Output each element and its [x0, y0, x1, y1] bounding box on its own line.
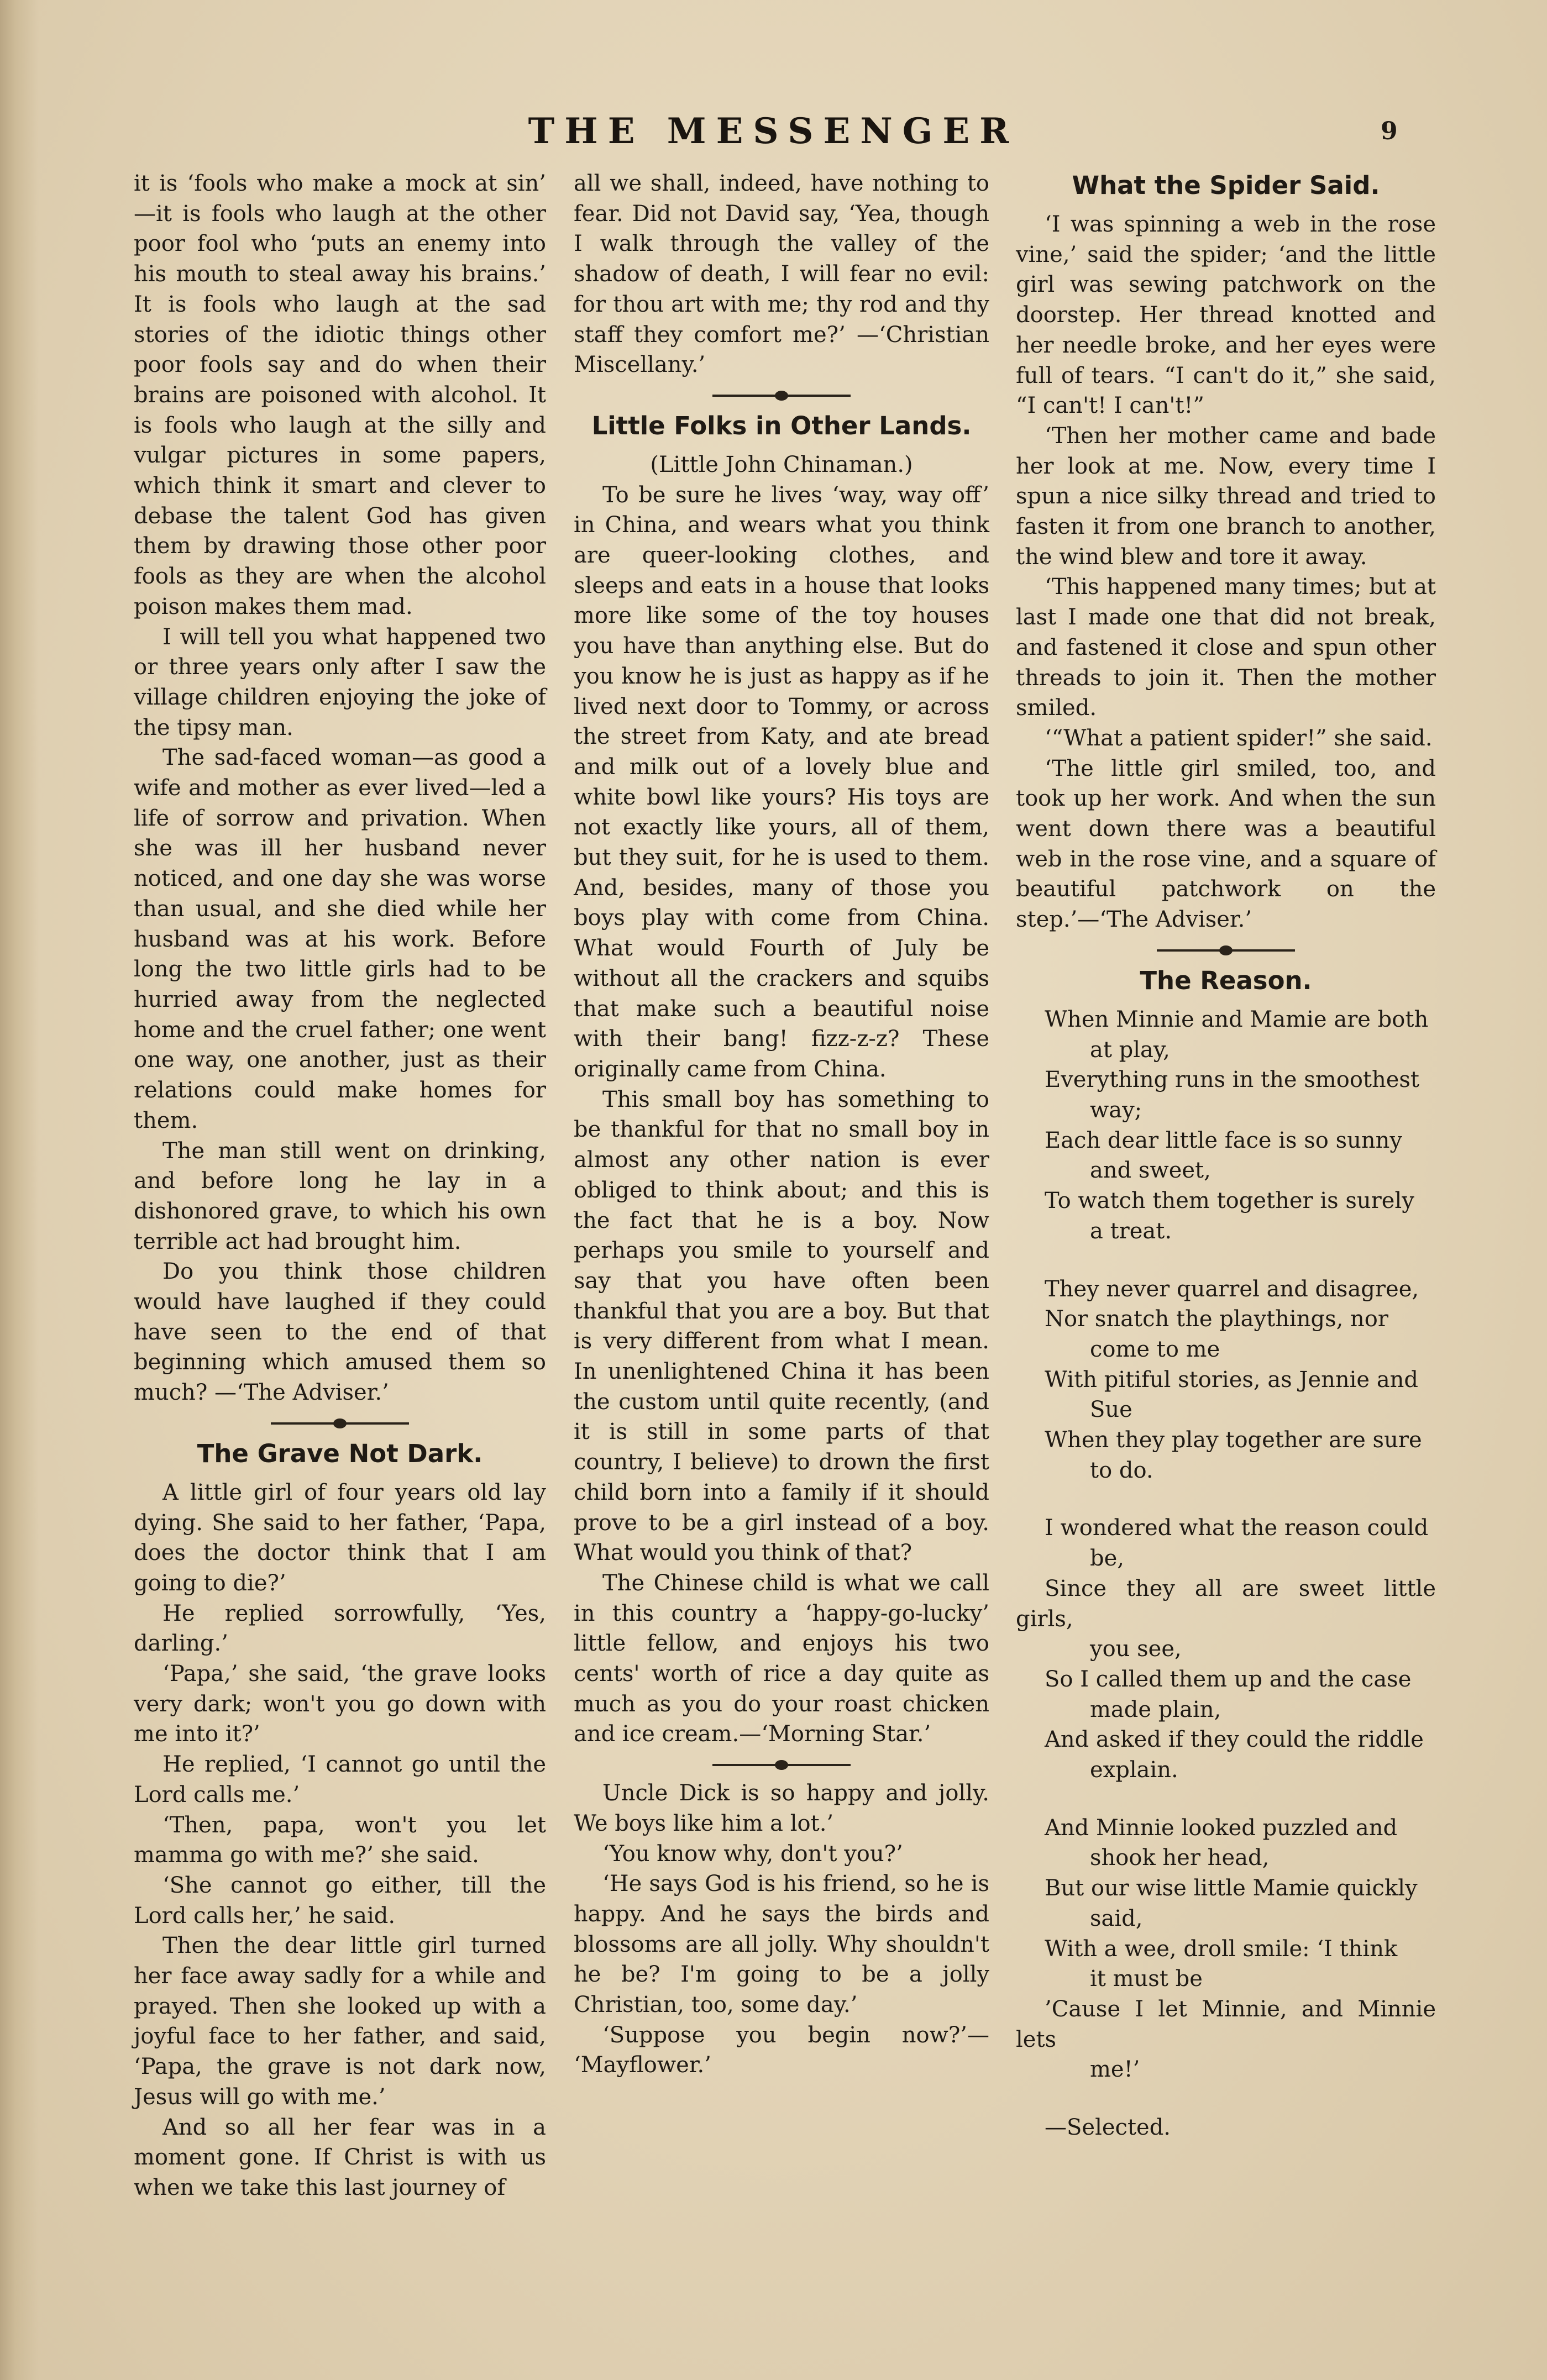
poem-heading-the-reason: The Reason.: [1140, 965, 1312, 995]
article-paragraph: ‘The little girl smiled, too, and took up her work. And when the sun went down there was a beautiful web in the rose vine, and a square of beautiful patchwork on the step.’—‘The Adviser.’: [1016, 755, 1436, 933]
section-divider: [712, 395, 851, 397]
poem-line: To watch them together is surely: [1045, 1188, 1414, 1214]
poem-line-continuation: come to me: [1090, 1336, 1220, 1362]
poem-line: Each dear little face is so sunny: [1045, 1127, 1403, 1153]
article-paragraph: A little girl of four years old lay dying. She said to her father, ‘Papa, does the doctor think that I am going to die?’: [134, 1479, 546, 1596]
poem-line-continuation: be,: [1090, 1546, 1124, 1572]
column-1: [134, 169, 546, 2203]
article-paragraph: This small boy has something to be thankful for that no small boy in almost any other nation is ever obliged to think about; and this is the fact that he is a boy. Now perhaps you smile to yourself and say that you have often been thankful that you are a boy. But that is very different from what I mean. In unenlightened China it has been the custom until quite recently, (and it is still in some parts of that country, I believe) to drown the first child born into a family if it should prove to be a girl instead of a boy. What would you think of that?: [574, 1086, 989, 1566]
poem-line: So I called them up and the case: [1045, 1666, 1412, 1692]
poem-stanza: [1016, 1813, 1436, 2085]
poem-line: When Minnie and Mamie are both: [1045, 1006, 1429, 1032]
poem-credit: —Selected.: [1045, 2115, 1171, 2141]
poem-line: They never quarrel and disagree,: [1045, 1276, 1419, 1302]
article-paragraph: ‘I was spinning a web in the rose vine,’ said the spider; ‘and the little girl was sewing patchwork on the doorstep. Her thread knotted and her needle broke, and her eyes were full of tears. “I can't do it,” she said, “I can't! I can't!”: [1016, 212, 1436, 419]
section-divider: [271, 1422, 409, 1425]
article-paragraph: He replied, ‘I cannot go until the Lord calls me.’: [134, 1752, 546, 1808]
section-divider: [1157, 949, 1295, 952]
article-paragraph: all we shall, indeed, have nothing to fear. Did not David say, ‘Yea, though I walk through the valley of the shadow of death, I will fear no evil: for thou art with me; thy rod and thy staff they comfort me?’ —‘Christian Miscellany.’: [574, 171, 989, 378]
page-spine-shadow: [0, 0, 39, 2380]
article-paragraph: Uncle Dick is so happy and jolly. We boys like him a lot.’: [574, 1780, 989, 1836]
article-paragraph: He replied sorrowfully, ‘Yes, darling.’: [134, 1600, 546, 1657]
poem-line: ’Cause I let Minnie, and Minnie lets: [1016, 1996, 1436, 2052]
poem-stanza: [1016, 1274, 1436, 1486]
article-paragraph: ‘Then, papa, won't you let mamma go with me?’ she said.: [134, 1812, 546, 1868]
article-paragraph: The man still went on drinking, and before long he lay in a dishonored grave, to which his own terrible act had brought him.: [134, 1138, 546, 1254]
article-paragraph: The sad-faced woman—as good a wife and mother as ever lived—led a life of sorrow and privation. When she was ill her husband never noticed, and one day she was worse than usual, and she died while her husband was at his work. Before long the two little girls had to be hurried away from the neglected home and the cruel father; one went one way, one another, just as their relations could make homes for them.: [134, 745, 546, 1133]
poem-line: And Minnie looked puzzled and: [1045, 1815, 1398, 1841]
article-paragraph: To be sure he lives ‘way, way off’ in China, and wears what you think are queer-looking clothes, and sleeps and eats in a house that looks more like some of the toy houses you have than anything else. But do you know he is just as happy as if he lived next door to Tommy, or across the street from Katy, and ate bread and milk out of a lovely blue and white bowl like yours? His toys are not exactly like yours, all of them, but they suit, for he is used to them. And, besides, many of those you boys play with come from China. What would Fourth of July be without all the crackers and squibs that make such a beautiful noise with their bang! fizz-z-z? These originally came from China.: [574, 482, 989, 1082]
poem-stanza: [1016, 1513, 1436, 1785]
poem-line-continuation: a treat.: [1090, 1218, 1172, 1244]
poem-line: With pitiful stories, as Jennie and: [1045, 1367, 1419, 1393]
article-paragraph: ‘She cannot go either, till the Lord calls her,’ he said.: [134, 1872, 546, 1929]
poem-line: With a wee, droll smile: ‘I think: [1045, 1936, 1398, 1962]
article-paragraph: Then the dear little girl turned her face away sadly for a while and prayed. Then she looked up with a joyful face to her father, and said, ‘Papa, the grave is not dark now, Jesus will go with me.’: [134, 1933, 546, 2110]
poem-line-continuation: to do.: [1090, 1457, 1153, 1483]
poem-line: Nor snatch the playthings, nor: [1045, 1306, 1388, 1332]
poem-line-continuation: at play,: [1090, 1037, 1170, 1063]
poem-line: And asked if they could the riddle: [1045, 1727, 1424, 1753]
poem-line-continuation: and sweet,: [1090, 1158, 1211, 1184]
column-2: [574, 169, 989, 2080]
column-3: [1016, 169, 1436, 2143]
article-paragraph: Do you think those children would have laughed if they could have seen to the end of that beginning which amused them so much? —‘The Adviser.’: [134, 1259, 546, 1406]
article-heading-spider: What the Spider Said.: [1072, 171, 1380, 200]
poem-line-continuation: way;: [1090, 1097, 1142, 1123]
poem-line: I wondered what the reason could: [1045, 1515, 1429, 1541]
page-number: 9: [1381, 117, 1398, 145]
section-divider: [712, 1764, 851, 1766]
article-paragraph: ‘Papa,’ she said, ‘the grave looks very dark; won't you go down with me into it?’: [134, 1661, 546, 1747]
poem-line-continuation: made plain,: [1090, 1696, 1221, 1722]
poem-line: When they play together are sure: [1045, 1427, 1422, 1453]
article-paragraph: it is ‘fools who make a mock at sin’ —it is fools who laugh at the other poor fool who ‘puts an enemy into his mouth to steal away his brains.’ It is fools who laugh at the sad stories of the idiotic things other poor fools say and do when their brains are poisoned with alcohol. It is fools who laugh at the silly and vulgar pictures in some papers, which think it smart and clever to debase the talent God has given them by drawing those other poor fools as they are when the alcohol poison makes them mad.: [134, 171, 546, 619]
poem-line-continuation: said,: [1090, 1905, 1143, 1931]
article-heading-little-folks: Little Folks in Other Lands.: [591, 411, 972, 440]
article-paragraph: I will tell you what happened two or three years only after I saw the village children enjoying the joke of the tipsy man.: [134, 624, 546, 740]
article-heading-grave-not-dark: The Grave Not Dark.: [197, 1438, 483, 1468]
poem-line-continuation: Sue: [1090, 1397, 1132, 1423]
article-paragraph: ‘“What a patient spider!” she said.: [1045, 725, 1433, 751]
poem-the-reason: [1016, 1005, 1436, 2085]
poem-line-continuation: explain.: [1090, 1757, 1178, 1783]
poem-line-continuation: me!’: [1090, 2057, 1140, 2083]
article-subheading: (Little John Chinaman.): [650, 451, 913, 477]
poem-line: But our wise little Mamie quickly: [1045, 1875, 1418, 1901]
poem-line-continuation: shook her head,: [1090, 1845, 1270, 1871]
poem-line: Since they all are sweet little girls,: [1016, 1575, 1436, 1632]
poem-stanza: [1016, 1005, 1436, 1247]
article-paragraph: The Chinese child is what we call in this country a ‘happy-go-lucky’ little fellow, and enjoys his two cents' worth of rice a day quite as much as you do your roast chicken and ice cream.—‘Morning Star.’: [574, 1570, 989, 1747]
article-paragraph: ‘Then her mother came and bade her look at me. Now, every time I spun a nice silky thread and tried to fasten it from one branch to another, the wind blew and tore it away.: [1016, 423, 1436, 570]
article-paragraph: ‘He says God is his friend, so he is happy. And he says the birds and blossoms are all jolly. Why shouldn't he be? I'm going to be a jolly Christian, too, some day.’: [574, 1871, 989, 2018]
article-paragraph: ‘Suppose you begin now?’— ‘Mayflower.’: [574, 2022, 989, 2078]
article-paragraph: ‘This happened many times; but at last I made one that did not break, and fastened it close and spun other threads to join it. Then the mother smiled.: [1016, 574, 1436, 721]
article-paragraph: And so all her fear was in a moment gone. If Christ is with us when we take this last journey of: [134, 2114, 546, 2200]
article-paragraph: ‘You know why, don't you?’: [602, 1841, 903, 1867]
masthead-title: THE MESSENGER: [528, 111, 1019, 152]
poem-line-continuation: you see,: [1090, 1636, 1182, 1662]
poem-line-continuation: it must be: [1090, 1966, 1203, 1992]
poem-line: Everything runs in the smoothest: [1045, 1067, 1420, 1093]
